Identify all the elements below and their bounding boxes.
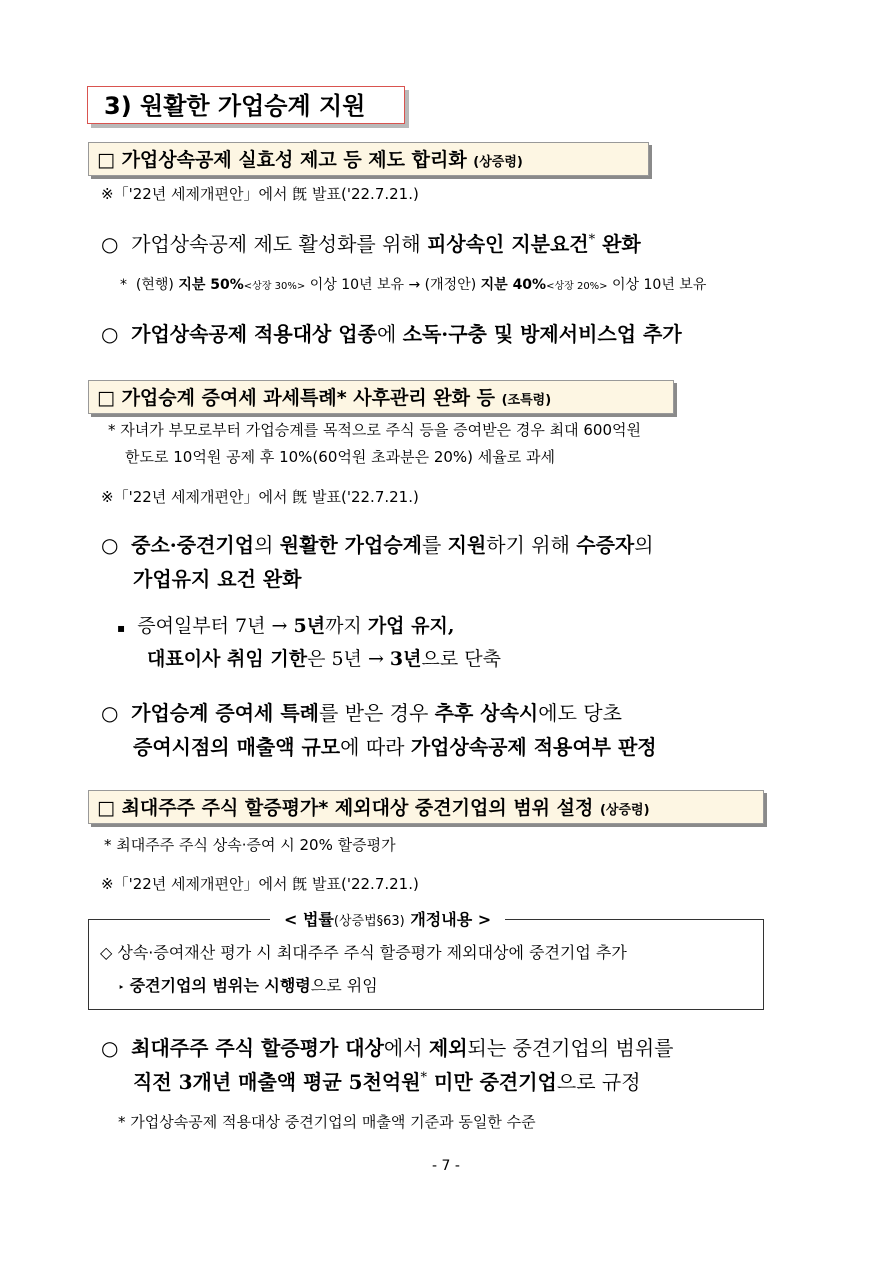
law-amendment-box: [88, 919, 764, 1010]
section-2-bullet-1: ○ 중소·중견기업의 원활한 가업승계를 지원하기 위해 수증자의: [101, 533, 654, 557]
section-2-bullet-2-line-2: 증여시점의 매출액 규모에 따라 가업상속공제 적용여부 판정: [133, 735, 657, 759]
section-2-note-line-2: 한도로 10억원 공제 후 10%(60억원 초과분은 20%) 세율로 과세: [125, 448, 556, 466]
section-3-announcement: ※「'22년 세제개편안」에서 旣 발표('22.7.21.): [101, 875, 419, 893]
section-2-subpoint-1: ▪ 증여일부터 7년 → 5년까지 가업 유지,: [117, 615, 455, 637]
page-number: - 7 -: [432, 1158, 460, 1174]
section-2-note-line-1: * 자녀가 부모로부터 가업승계를 목적으로 주식 등을 증여받은 경우 최대 600억원: [108, 421, 642, 439]
section-3-bullet-1: ○ 최대주주 주식 할증평가 대상에서 제외되는 중견기업의 범위를: [101, 1036, 674, 1060]
section-3-footnote: * 가업상속공제 적용대상 중견기업의 매출액 기준과 동일한 수준: [118, 1113, 536, 1131]
law-amendment-line-1: ◇ 상속·증여재산 평가 시 최대주주 주식 할증평가 제외대상에 중견기업 추가: [100, 943, 627, 962]
section-2-bullet-1-line-2: 가업유지 요건 완화: [133, 567, 302, 591]
section-2-subpoint-1-line-2: 대표이사 취임 기한은 5년 → 3년으로 단축: [147, 648, 501, 670]
law-amendment-line-2: ‣ 중견기업의 범위는 시행령으로 위임: [118, 976, 378, 995]
section-1-announcement: ※「'22년 세제개편안」에서 旣 발표('22.7.21.): [101, 185, 419, 203]
page-title: 3) 원활한 가업승계 지원: [87, 86, 405, 124]
section-2-heading: □ 가업승계 증여세 과세특례* 사후관리 완화 등 (조특령): [88, 380, 674, 414]
section-1-heading: □ 가업상속공제 실효성 제고 등 제도 합리화 (상증령): [88, 142, 649, 176]
section-3-heading: □ 최대주주 주식 할증평가* 제외대상 중견기업의 범위 설정 (상증령): [88, 790, 764, 824]
section-2-announcement: ※「'22년 세제개편안」에서 旣 발표('22.7.21.): [101, 488, 419, 506]
law-amendment-title: < 법률(상증법§63) 개정내용 >: [270, 907, 505, 930]
section-2-bullet-2: ○ 가업승계 증여세 특례를 받은 경우 추후 상속시에도 당초: [101, 701, 622, 725]
section-1-bullet-2: ○ 가업상속공제 적용대상 업종에 소독·구충 및 방제서비스업 추가: [101, 322, 682, 346]
section-1-bullet-1: ○ 가업상속공제 제도 활성화를 위해 피상속인 지분요건* 완화: [101, 232, 641, 256]
section-1-footnote: * (현행) 지분 50%<상장 30%> 이상 10년 보유 → (개정안) 지분 40%<상장 20%> 이상 10년 보유: [120, 277, 707, 293]
section-3-note: * 최대주주 주식 상속·증여 시 20% 할증평가: [104, 836, 396, 854]
section-3-bullet-1-line-2: 직전 3개년 매출액 평균 5천억원* 미만 중견기업으로 규정: [133, 1070, 641, 1094]
